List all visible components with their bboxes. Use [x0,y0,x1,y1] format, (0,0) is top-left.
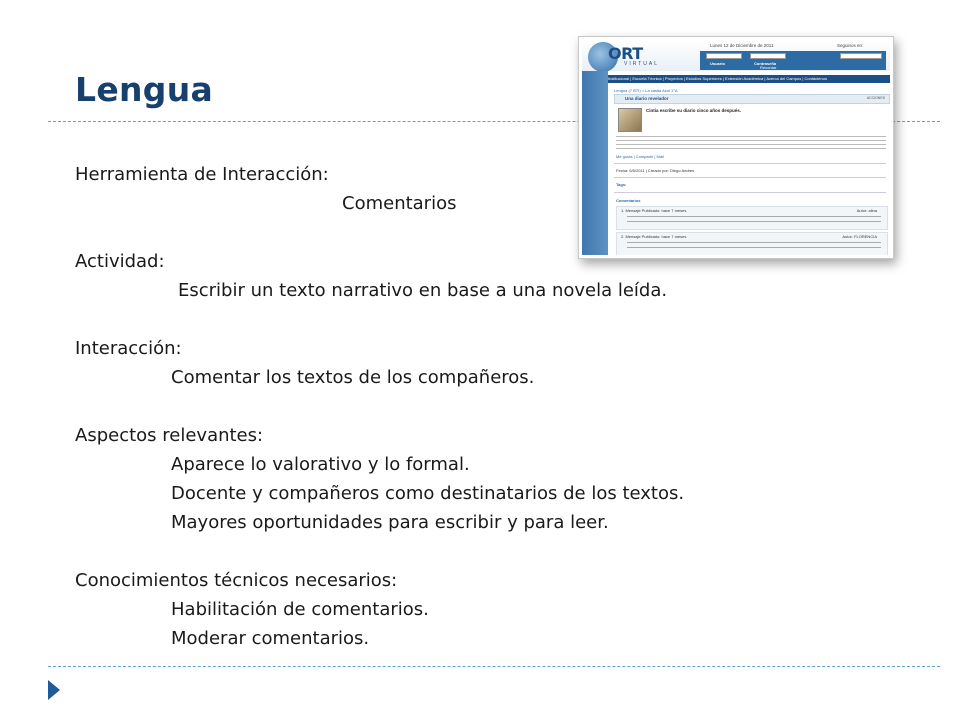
aspect-item: Mayores oportunidades para escribir y para leer. [171,512,609,533]
site-date: Lunes 12 de Diciembre de 2011 [710,43,774,48]
knowledge-item: Habilitación de comentarios. [171,599,429,620]
site-logo: ORT [608,44,643,63]
aspect-item: Aparece lo valorativo y lo formal. [171,454,470,475]
slide-title: Lengua [75,70,214,109]
site-search-input[interactable] [840,53,882,59]
spacer [75,218,687,247]
interaction-value: Comentar los textos de los compañeros. [171,367,535,388]
post-body-lines [616,133,886,151]
comments-label: Comentarios [616,198,641,203]
password-label: Contraseña [754,61,777,66]
tool-value: Comentarios [342,193,457,214]
follow-label: Seguinos en: [837,43,864,48]
spacer [75,305,684,334]
knowledge-item: Moderar comentarios. [171,628,370,649]
heading-interaction: Interacción: [75,338,182,359]
comment-author: Autor: alina [856,208,877,213]
heading-aspects: Aspectos relevantes: [75,425,264,446]
heading-knowledge: Conocimientos técnicos necesarios: [75,570,398,591]
share-tools[interactable]: Me gusta | Compartir | Mail [616,154,664,159]
site-header [582,40,890,71]
login-bar [700,51,886,70]
site-logo-subtitle: VIRTUAL [624,61,660,67]
remember-label[interactable]: Recordar [760,65,777,70]
slide-body [75,160,687,653]
post-header-bar [614,94,890,104]
comment-author: Autor: FLORENCIA [842,234,877,239]
comment-head: 2. Mensaje Publicado: hace 7 meses [621,234,687,239]
username-label: Usuario [710,61,725,66]
heading-tool: Herramienta de Interacción: [75,164,329,185]
tags-label: Tags: [616,182,627,187]
play-marker-icon [48,680,60,700]
activity-value: Escribir un texto narrativo en base a una novela leída. [178,280,668,301]
post-image [618,108,642,132]
spacer [75,392,684,421]
password-field[interactable] [750,53,786,59]
username-field[interactable] [706,53,742,59]
breadcrumb[interactable]: Lengua (7 BTI) > La casita Azul 1°A [614,88,678,93]
post-meta: Fecha: 6/5/2011 | Creado por: Diego Andres [616,168,695,173]
heading-activity: Actividad: [75,251,165,272]
actions-menu[interactable]: ACCIONES [866,96,885,100]
bottom-divider [48,666,940,667]
post-header: Una diario revelador [625,96,669,101]
spacer [75,537,684,566]
post-title: Cintia escribe su diario cinco años después. [646,108,742,113]
site-nav[interactable]: Institucional | Escuela Técnica | Proyectos | Estudios Superiores | Extensión Académica | Acerca del Campus | Contáctenos [608,75,890,83]
aspect-item: Docente y compañeros como destinatarios de los textos. [171,483,685,504]
comment-head: 1. Mensaje Publicado: hace 7 meses [621,208,687,213]
